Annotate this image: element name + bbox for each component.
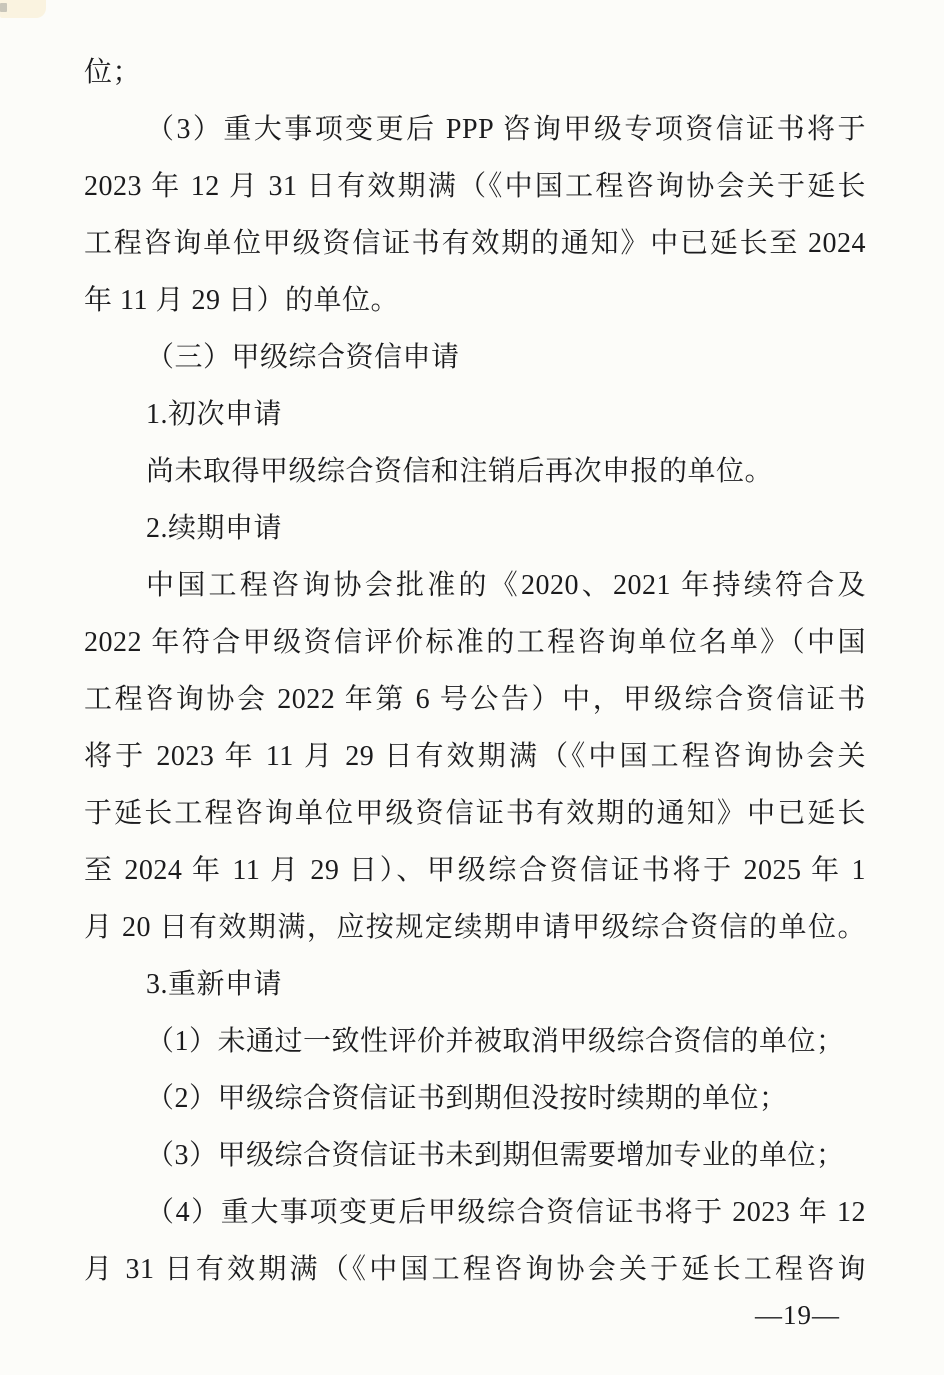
text-line: 月 20 日有效期满，应按规定续期申请甲级综合资信的单位。 (84, 912, 866, 943)
text-line: （2）甲级综合资信证书到期但没按时续期的单位； (146, 1083, 788, 1114)
document-body (84, 44, 866, 1298)
text-line: （4）重大事项变更后甲级综合资信证书将于 2023 年 12 (146, 1197, 866, 1228)
page-number: —19— (755, 1300, 840, 1330)
text-line: 工程咨询单位甲级资信证书有效期的通知》中已延长至 2024 (84, 228, 866, 259)
text-line: （3）重大事项变更后 PPP 咨询甲级专项资信证书将于 (146, 114, 866, 145)
text-line: 工程咨询协会 2022 年第 6 号公告）中，甲级综合资信证书 (84, 684, 866, 715)
text-line: 年 11 月 29 日）的单位。 (84, 285, 399, 316)
text-line: 中国工程咨询协会批准的《2020、2021 年持续符合及 (146, 570, 866, 601)
text-line: 于延长工程咨询单位甲级资信证书有效期的通知》中已延长 (84, 798, 866, 829)
text-line: （1）未通过一致性评价并被取消甲级综合资信的单位； (146, 1026, 845, 1057)
text-line: 2022 年符合甲级资信评价标准的工程咨询单位名单》（中国 (84, 627, 866, 658)
text-line: 尚未取得甲级综合资信和注销后再次申报的单位。 (146, 456, 774, 487)
text-line: （3）甲级综合资信证书未到期但需要增加专业的单位； (146, 1140, 845, 1171)
scan-artifact-smudge (0, 0, 46, 18)
text-line: 1.初次申请 (146, 399, 283, 430)
text-line: 2.续期申请 (146, 513, 283, 544)
text-line: 将于 2023 年 11 月 29 日有效期满（《中国工程咨询协会关 (84, 741, 866, 772)
text-line: 位； (84, 57, 142, 88)
text-line: （三）甲级综合资信申请 (146, 342, 460, 373)
text-line: 2023 年 12 月 31 日有效期满（《中国工程咨询协会关于延长 (84, 171, 866, 202)
text-line: 3.重新申请 (146, 969, 283, 1000)
text-line: 至 2024 年 11 月 29 日）、甲级综合资信证书将于 2025 年 1 (84, 855, 866, 886)
text-line: 月 31 日有效期满（《中国工程咨询协会关于延长工程咨询 (84, 1254, 866, 1285)
